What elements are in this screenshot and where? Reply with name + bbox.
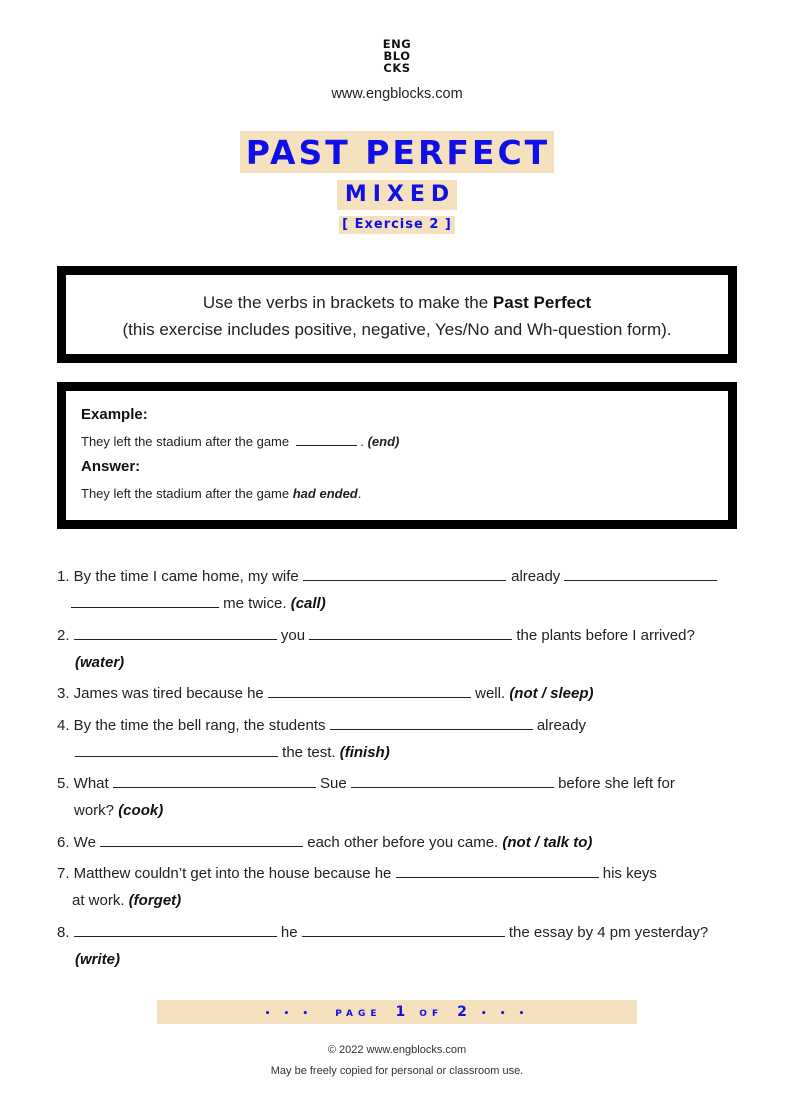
question-4-cont — [75, 743, 390, 763]
question-4 — [57, 716, 586, 736]
question-text: he — [280, 924, 298, 941]
example-blank — [296, 434, 357, 446]
dots-decoration: • • • — [480, 1009, 530, 1019]
copyright: © 2022 www.engblocks.com — [327, 1044, 467, 1056]
instructions-box — [57, 266, 737, 363]
question-8-cont — [75, 950, 120, 970]
example-text: They left the stadium after the game — [81, 434, 290, 449]
question-3 — [57, 684, 593, 704]
question-text: already — [511, 568, 561, 585]
answer-blank[interactable] — [100, 833, 303, 847]
page-number: 1 — [395, 1004, 406, 1020]
question-5 — [57, 774, 675, 794]
question-text: work? — [74, 802, 115, 819]
question-7-cont — [72, 891, 181, 911]
verb-hint: (forget) — [128, 892, 182, 909]
usage-note: May be freely copied for personal or classroom use. — [270, 1065, 524, 1077]
question-text: each other before you came. — [307, 834, 499, 851]
verb-hint: (finish) — [339, 744, 390, 761]
question-text: the test. — [282, 744, 336, 761]
verb-hint: (not / sleep) — [509, 685, 594, 702]
answer-blank[interactable] — [75, 743, 278, 757]
logo-line: ENG — [382, 37, 412, 51]
answer-blank[interactable] — [396, 864, 599, 878]
verb-hint: (call) — [290, 595, 326, 612]
question-5-cont — [74, 801, 163, 821]
question-8 — [57, 923, 708, 943]
verb-hint: (water) — [75, 654, 125, 671]
question-text: already — [536, 717, 587, 734]
question-text: 2. — [57, 627, 70, 644]
answer-text: They left the stadium after the game — [81, 486, 293, 501]
page-subtitle: MIXED — [337, 180, 457, 210]
instructions-text: Use the verbs in brackets to make the — [202, 293, 493, 312]
verb-hint: (not / talk to) — [502, 834, 593, 851]
answer-end: . — [357, 486, 362, 501]
example-sentence — [81, 433, 728, 451]
logo-line: BLO — [383, 49, 411, 63]
of-word: OF — [419, 1009, 444, 1019]
answer-label: Answer: — [81, 458, 141, 475]
dots-decoration: • • • — [264, 1009, 314, 1019]
question-1 — [57, 567, 717, 587]
answer-blank[interactable] — [564, 567, 717, 581]
answer-verb: had ended — [292, 486, 358, 501]
question-text: 6. We — [57, 834, 96, 851]
page-total: 2 — [457, 1004, 467, 1020]
answer-blank[interactable] — [74, 626, 277, 640]
logo-line: CKS — [383, 61, 411, 75]
page-title: PAST PERFECT — [240, 131, 554, 173]
page-indicator — [157, 1000, 637, 1024]
answer-blank[interactable] — [268, 684, 471, 698]
answer-blank[interactable] — [309, 626, 512, 640]
question-text: 5. What — [57, 775, 109, 792]
exercise-label: [ Exercise 2 ] — [339, 216, 455, 234]
question-text: the plants before I arrived? — [516, 627, 695, 644]
example-hint: (end) — [367, 434, 400, 449]
question-7 — [57, 864, 657, 884]
example-end: . — [356, 434, 364, 449]
question-text: 7. Matthew couldn’t get into the house because he — [57, 865, 392, 882]
question-text: at work. — [72, 892, 125, 909]
question-text: 1. By the time I came home, my wife — [57, 568, 299, 585]
answer-blank[interactable] — [303, 567, 506, 581]
answer-blank[interactable] — [351, 774, 554, 788]
instructions-line-1 — [66, 289, 728, 316]
verb-hint: (write) — [75, 951, 120, 968]
answer-blank[interactable] — [71, 594, 219, 608]
answer-blank[interactable] — [330, 716, 533, 730]
instructions-line-2: (this exercise includes positive, negative, Yes/No and Wh-question form). — [122, 320, 672, 339]
question-text: me twice. — [223, 595, 287, 612]
site-url[interactable]: www.engblocks.com — [331, 86, 463, 102]
question-6 — [57, 833, 592, 853]
answer-blank[interactable] — [74, 923, 277, 937]
answer-blank[interactable] — [113, 774, 316, 788]
question-text: Sue — [320, 775, 347, 792]
question-text: you — [280, 627, 306, 644]
question-text: before she left for — [558, 775, 675, 792]
verb-hint: (cook) — [118, 802, 164, 819]
question-2 — [57, 626, 695, 646]
answer-blank[interactable] — [302, 923, 505, 937]
question-2-cont — [75, 653, 124, 673]
question-text: well. — [475, 685, 506, 702]
example-box — [57, 382, 737, 529]
page-word: PAGE — [335, 1009, 382, 1019]
answer-sentence — [81, 485, 728, 503]
engblocks-logo — [0, 38, 794, 74]
question-text: 3. James was tired because he — [57, 685, 264, 702]
question-text: 8. — [57, 924, 70, 941]
instructions-tense: Past Perfect — [492, 293, 592, 312]
question-1-cont — [71, 594, 326, 614]
example-label: Example: — [81, 406, 148, 423]
question-text: the essay by 4 pm yesterday? — [508, 924, 709, 941]
question-text: his keys — [602, 865, 657, 882]
question-text: 4. By the time the bell rang, the students — [57, 717, 326, 734]
